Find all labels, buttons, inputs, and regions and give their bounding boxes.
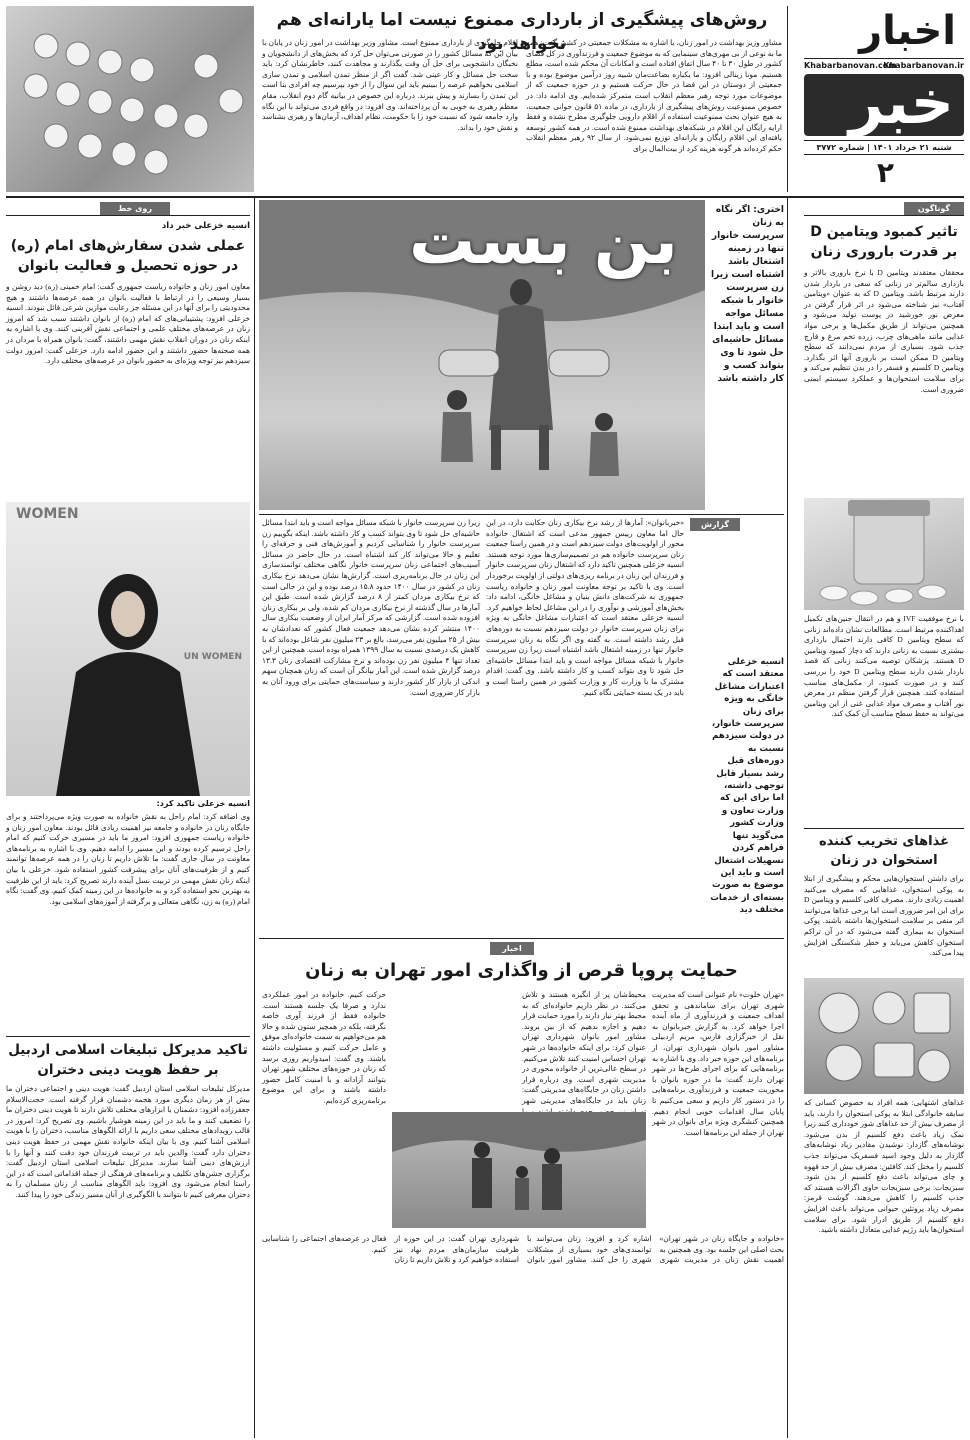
vitamin-capsules-photo — [804, 498, 964, 610]
issue-date: شنبه ۲۱ خرداد ۱۴۰۱ | شماره ۳۷۷۲ — [804, 140, 964, 155]
section-tag-misc: گوناگون — [904, 202, 964, 215]
capsules-graphic — [804, 498, 964, 610]
khazali-caption: انسیه خزعلی تاکید کرد: — [156, 799, 250, 808]
feature-quote: انسیه خزعلی معتقد است که اعتبارات مشاغل خانگی به ویژه برای زنان سرپرست خانوار، در دولت سیزدهم نسبت به دوره‌های قبل رشد بسیار قابل توجهی داشته، اما برای این که وزارت تعاون و وزارت کشور می‌گوید تنها فراهم کردن تسهیلات اشتغال است و باید این موضوع به صورت بسته‌ای از خدمات مختلف دید — [710, 657, 784, 916]
family-park-photo — [392, 1112, 646, 1228]
foods-photo — [804, 978, 964, 1094]
vitamin-d-body-cont: با نرخ موفقیت IVF و هم در انتقال جنین‌های تکمیل اهداکننده مرتبط است. مطالعات نشان داده‌اند زنانی که سطح ویتامین D کافی دارند احتمال بارداری بیشتری نسبت به زنانی دارند که دچار کمبود ویتامین D هستند. پزشکان توصیه می‌کنند زنانی که قصد باردار شدن دارند سطح ویتامین D خود را بررسی کنند و در صورت کمبود، از مکمل‌های مناسب استفاده کنند. همچنین قرار گرفتن منظم در معرض نور آفتاب و مصرف مواد غذایی غنی از این ویتامین می‌تواند به حفظ سطح مناسب آن کمک کند. — [804, 614, 964, 719]
family-graphic — [392, 1112, 646, 1228]
top-story-headline: روش‌های پیشگیری از بارداری ممنوع نیست اما یارانه‌ای هم نخواهد بود — [276, 10, 768, 54]
masthead-site-1[interactable]: Khabarbanovan.ir — [883, 61, 964, 70]
ardabil-headline: تاکید مدیرکل تبلیغات اسلامی اردبیل بر حفظ هویت دینی دختران — [8, 1042, 248, 1078]
food-items-graphic — [804, 978, 964, 1094]
feature-title: بن بست — [409, 202, 678, 279]
bone-foods-body-cont: غذاهای اشتهایی: همه افراد به خصوص کسانی که سابقه خانوادگی ابتلا به پوکی استخوان را دارند، باید از مصرف بیش از حد غذاهای شور خودداری کنند زیرا نمک زیاد باعث دفع کلسیم از بدن می‌شود. نوشابه‌های گازدار: نوشیدن مقادیر زیاد نوشابه‌های گازدار به دلیل وجود اسید فسفریک می‌تواند جذب کلسیم را مختل کند. کافئین: مصرف بیش از حد قهوه و چای می‌تواند باعث دفع کلسیم از بدن شود. سبزیجات: برخی سبزیجات حاوی اگزالات هستند که جذب کلسیم را کاهش می‌دهند. گوشت قرمز: مصرف زیاد پروتئین حیوانی می‌تواند باعث افزایش دفع کلسیم از طریق ادرار شود. برای سلامت استخوان‌ها باید رژیم غذایی متعادل داشته باشید. — [804, 1098, 964, 1235]
masthead-title: اخبار — [859, 8, 956, 54]
imam-body: معاون امور زنان و خانواده ریاست جمهوری گفت: امام خمینی (ره) دید روشن و بسیار وسیعی را در ارتباط با فعالیت بانوان در همه عرصه‌ها داشتند و هیچ محدودیتی را برای آنها در این مسئله جز رعایت موازین شرعی قائل نبودند. انسیه خزعلی افزود: پشتیبانی‌های که امام (ره) از بانوان داشتند سبب شد که امروز زنان در عرصه‌های مختلف علمی و اجتماعی نقش آفرینی کنند. وی با اشاره به اینکه زنان در دوران انقلاب نقش مهمی داشتند، گفت: بانوان همراه با مردان در همه صحنه‌ها حضور داشتند و این حضور ادامه دارد. خزعلی گفت: امروز دولت سیزدهم نیز توجه ویژه‌ای به حضور بانوان در عرصه‌های مختلف دارد. — [6, 282, 250, 366]
masthead — [804, 6, 964, 192]
support-headline: حمایت پروپا قرص از واگذاری امور تهران به زنان — [305, 960, 738, 981]
feature-col-1: «خبربانوان»: آمارها از رشد نرخ بیکاری زنان حکایت دارد، در این حال اما معاون رییس جمهور مدعی است که اشتغال خانواده محور از اولویت‌های دولت سیزدهم است و در همین راستا جمعیت زنان سرپرست خانواده هم در تصمیم‌سازی‌ها مورد توجه هستند. انسیه خزعلی همچنین تاکید دارد که اشتغال زنان سرپرست خانوار و فرزندان این زنان در برنامه ریزی‌های دولتی از اولویت برخوردار است. وی با تاکید بر توجه معاونت امور زنان و خانواده ریاست جمهوری به شرکت‌های دانش بنیان و مشاغل خانگی، ادامه داد: بخش‌های آموزشی و نوآوری را در این مشاغل لحاظ خواهیم کرد. انسیه خزعلی معتقد است که اعتبارات مشاغل خانگی به ویژه برای زنان سرپرست خانوار در دولت سیزدهم نسبت به دوره‌های قبل رشد داشته است. به گفته وی اگر نگاه به زنان سرپرست خانوار تنها در زمینه اشتغال باشد اشتباه است زیرا زن سرپرست خانوار با شبکه مسائل مواجه است و باید ابتدا مسائل حاشیه‌ای حل شود تا وی بتواند کسب و کار داشته باشد. وی گفت: اقدام مشترک ما با وزارت کار و وزارت کشور در همین راستا است و باید در یک بسته حمایتی نگاه کنیم. — [486, 518, 684, 697]
section-tag-news: اخبار — [490, 942, 534, 955]
masthead-site-2[interactable]: Khabarbanovan.com — [804, 61, 897, 70]
unwomen-banner-label: UN WOMEN — [183, 652, 242, 662]
support-col-1: «تهران خلوت» نام عنوانی است که مدیریت شهری تهران برای ساماندهی و تحقق اهداف جمعیت و فرزندآوری از ماه آینده اجرا خواهد کرد. به گزارش خبربانوان به نقل از خبرگزاری فارس، مریم اردبیلی مشاور امور بانوان شهرداری تهران، از برنامه‌های این حوزه خبر داد. وی با اشاره به برنامه‌هایی که برای اجرای طرح‌ها در شهر تهران دارند گفت: ما در حوزه بانوان با محوریت جمعیت و فرزندآوری برنامه‌هایی را در دستور کار داریم و سعی می‌کنیم تا پایان سال اقدامات خوبی انجام دهیم. همچنین کنشگری ویژه برای بانوان در شهر تهران از جمله این برنامه‌ها است. — [652, 990, 784, 1137]
feature-col-2: زیرا زن سرپرست خانوار با شبکه مسائل مواجه است و باید ابتدا مسائل حاشیه‌ای حل شود تا وی بتواند کسب و کار داشته باشد. اینکه بگوییم زن سرپرست خانوار را شناسایی کردیم و آموزش‌های فنی و حرفه‌ای را تعلیم و حالا می‌تواند کار کند اشتباه است. در حال حاضر در مسائل آسیب‌های اجتماعی زنان سرپرست خانوار نگاهی مختلف توانمندسازی این زنان در حال برنامه‌ریزی است. گزارش‌ها نشان می‌دهد نرخ بیکاری زنان در کشور در سال ۱۴۰۰ حدود ۱۵.۸ درصد بوده و این در حالی است که نرخ بیکاری مردان کمتر از ۸ درصد گزارش شده است. طبق این آمارها در سال گذشته از نرخ بیکاری مردان کم شده، ولی بر بیکاری زنان افزوده شده است. گزارشی که مرکز آمار ایران از وضعیت بیکاری سال ۱۴۰۰ منتشر کرده نشان می‌دهد جمعیت فعال کشور که تعدادشان به بیش از ۲۵ میلیون نفر می‌رسد، بالغ بر ۲۳ میلیون نفر شاغل بوده‌اند که با کاهش یک درصدی نسبت به سال ۱۳۹۹ همراه بوده است. همچنین از این تعداد تنها ۴ میلیون نفر زن بوده‌اند و نرخ مشارکت اقتصادی زنان ۱۳.۳ درصد گزارش شده است. این آمار بیانگر آن است که زنان همچنان سهم اندکی از بازار کار کشور دارند و سیاست‌های حمایتی برای ورود آنان به بازار کار ضروری است. — [262, 518, 480, 697]
imam-headline: عملی شدن سفارش‌های امام (ره) در حوزه تحصیل و فعالیت بانوان — [10, 238, 246, 274]
ardabil-body: مدیرکل تبلیغات اسلامی استان اردبیل گفت: هویت دینی و اجتماعی دختران ما بیش از هر زمان دیگری مورد هجمه دشمنان قرار گرفته است. حجت‌الاسلام جعفرزاده افزود: دشمنان با ابزارهای مختلف تلاش دارند تا هویت دینی دختران ما را تضعیف کنند و ما باید در این زمینه هوشیار باشیم. وی تصریح کرد: امروز در قالب رویدادهای مختلف سعی داریم با ارائه الگوهای مناسب، دختران را با هویت اسلامی آشنا کنیم. وی با بیان اینکه خانواده نقش مهمی در حفظ هویت دینی دختران دارد گفت: والدین باید در تربیت فرزندان خود دقت کنند و آنها را با ارزش‌های دینی آشنا سازند. مدیرکل تبلیغات اسلامی استان اردبیل گفت: برگزاری جشن‌های تکلیف و برنامه‌های فرهنگی از جمله اقداماتی است که در این راستا انجام می‌شود. وی افزود: باید الگوهای مناسب از زنان مسلمان را به دختران معرفی کنیم تا بتوانند با الگوگیری از آنان مسیر زندگی خود را پیدا کنند. — [6, 1084, 250, 1199]
top-story-col-2: اقلام جلوگیری از بارداری ممنوع است. مشاور وزیر بهداشت در امور زنان در پایان با بیان این که مسائل کشور را در صورتی می‌توان حل کرد که بخش‌های از دانشجویان و نخبگان دانشجویی برای حل آن وقت بگذارند و مجاهدت کنند، خاطرنشان کرد: باید سخت حل مسائل و کار عینی شد. گفت اگر از منظر تمدن اسلامی و تمدن سازی اسلامی بخواهیم عرصه را ببینیم باید این سوال را از خود بپرسیم چه افرادی بنا است این تمدن را بسازند و پیش ببرند. درباره این خصوص در بیانیه گام دوم انقلاب، مقام معظم رهبری به خوبی به آن پرداخته‌اند. وی افزود: در واقع فردی می‌تواند با این نگاه وارد جامعه شود که نسبت خود را با حکومت، نظام اهداف، آرمان‌ها و رهبری بشناسد و نقش خود را بداند. — [262, 38, 518, 132]
imam-body-cont: وی اضافه کرد: امام راحل به نقش خانواده به صورت ویژه می‌پرداختند و برای جایگاه زنان در خانواده و جامعه نیز اهمیت زیادی قائل بودند. معاون امور زنان و خانواده ریاست جمهوری افزود: امروز ما باید در مسیری حرکت کنیم که امام راحل ترسیم کرده بودند و این مسیر را ادامه دهیم. وی با اشاره به برنامه‌های معاونت در سال جاری گفت: ما تلاش داریم تا زنان را در همه عرصه‌ها توانمند کنیم و از ظرفیت‌های آنان برای پیشرفت کشور استفاده شود. خزعلی با بیان اینکه زنان نقش مهمی در تربیت نسل آینده دارند تصریح کرد: باید از این ظرفیت به بهترین نحو استفاده کرد و به خانواده‌ها در این زمینه کمک کنیم. وی گفت: نگاه امام (ره) به زن، نگاهی متعالی و برگرفته از آموزه‌های اسلامی بود. — [6, 812, 250, 906]
pills-photo — [6, 6, 254, 192]
logo — [804, 68, 964, 138]
bone-foods-body: برای داشتن استخوان‌هایی محکم و پیشگیری از ابتلا به پوکی استخوان، غذاهایی که مصرف می‌کنید اهمیت زیادی دارند. مصرف کافی کلسیم و ویتامین D برای این امر ضروری است اما برخی غذاها می‌توانند اثر منفی بر سلامت استخوان‌ها داشته باشند. پوکی استخوان به بیماری گفته می‌شود که در آن تراکم استخوان کاهش می‌یابد و خطر شکستگی افزایش پیدا می‌کند. — [804, 874, 964, 958]
vitamin-d-headline: تاثیر کمبود ویتامین D بر قدرت باروری زنان — [810, 224, 958, 260]
page-number: ۲ — [876, 156, 894, 189]
section-tag-report: گزارش — [690, 518, 740, 531]
section-tag-online: روی خط — [100, 202, 170, 215]
woman-figure — [6, 502, 250, 796]
pill-pattern — [6, 6, 254, 192]
support-col-3: حرکت کنیم. خانواده در امور عملکردی ندارد و صرفا یک جلسه هستند است. خانواده فقط از فرزند آوری خاصه نگرفته، بلکه در همچیز ستون شده و حالا هم می‌خواهیم به سمت خانواده‌ای موفق و عامل حرکت کنیم و مسئولیت داشته باشند. وی گفت: امیدواریم روزی برسد که زنان در حوزه‌های مختلف شهر تهران بتوانند آزادانه و با امنیت کامل حضور داشته باشند و برای این موضوع برنامه‌ریزی کرده‌ایم. — [262, 990, 386, 1105]
logo-text: خبر — [848, 68, 954, 138]
bone-foods-headline: غذاهای تخریب کننده استخوان در زنان — [818, 834, 950, 868]
left-kicker: انسیه خزعلی خبر داد — [161, 221, 250, 231]
feature-lede: اختری: اگر نگاه به زنان سرپرست خانوار تنها در زمینه اشتغال باشد اشتباه است زیرا زن سرپرست خانوار با شبکه مسائل مواجه است و باید ابتدا مسائل حاشیه‌ای حل شود تا وی بتواند کسب و کار داشته باشد — [711, 205, 784, 384]
children-feature-photo — [259, 200, 705, 510]
vitamin-d-body: محققان معتقدند ویتامین D با نرخ باروری بالاتر و بارداری سالم‌تر در زنانی که سعی در باردار شدن دارند مرتبط باشد. ویتامین D که به عنوان «ویتامین آفتاب» نیز شناخته می‌شود در اثر قرار گرفتن در معرض نور خورشید در پوست تولید می‌شود و همچنین می‌تواند از طریق مکمل‌ها و برخی مواد غذایی مانند ماهی‌های چرب، زرده تخم مرغ و قارچ جذب شود. بسیاری از مردم نمی‌دانند که سطح ویتامین D ممکن است بر باروری آنها اثر بگذارد. ویتامین D کلسیم و فسفر را در بدن تنظیم می‌کند و برای سلامت استخوان‌ها و عملکرد سیستم ایمنی ضروری است. — [804, 268, 965, 394]
women-banner-label: WOMEN — [16, 506, 79, 522]
khazali-photo — [6, 502, 250, 796]
support-col-4: «خانواده و جایگاه زنان در شهر تهران» بحث اصلی این جلسه بود. وی همچنین به اهمیت نقش زنان در مدیریت شهری اشاره کرد و افزود: زنان می‌توانند با توانمندی‌های خود بسیاری از مشکلات شهری را حل کنند. مشاور امور بانوان شهرداری تهران گفت: در این حوزه از ظرفیت سازمان‌های مردم نهاد نیز استفاده خواهیم کرد و تلاش داریم تا زنان فعال در عرصه‌های اجتماعی را شناسایی کنیم. — [262, 1234, 784, 1265]
top-story-col-1: مشاور وزیر بهداشت در امور زنان، با اشاره به مشکلات جمعیتی در کشور گفت: همه ما به نوعی از بی مهری‌های سینمایی که به موضوع جمعیت و فرزندآوری در کل فضای کشور در طول ۳۰ تا ۴۰ سال اتفاق افتاده است و امکانات آن محکم شده است، مطلع هستیم. مونا زینالی افزود: ما یکباره بضاعت‌مان شبیه روز درآمین موضوع بوده و با جمعیتی از دوستان در این فضا در حال حرکت هستیم و در حوزه جمعیت که از موضوعات مورد توجه رهبر معظم انقلاب است متمرکز شده‌ایم. وی ادامه داد: در خصوص ممنوعیت روش‌های پیشگیری از بارداری، در ماده ۵۱ قانون جوانی جمعیت، به هیچ عنوان بحث ممنوعیت استفاده از اقلام دارویی جلوگیری مطرح نشده و فقط ارایه رایگان این اقلام در شبکه‌های بهداشت ممنوع شده است. در همه کشور توسعه یافته‌ای این اقلام رایگان و یارانه‌ای توزیع نمی‌شود. از سال ۹۲ رهبر معظم انقلاب حکم کرده‌اند هر گونه هزینه کرد از بیت‌المال برای — [526, 38, 783, 153]
support-col-2: محیط‌شان پر از انگیزه هستند و تلاش می‌کنند. در نظر داریم خانواده‌ای که به محیط بهتر نیاز دارند را مورد حمایت قرار دهیم و اجازه ندهیم که از بین بروند. مشاور امور بانوان شهرداری تهران عنوان کرد: برای اینکه خانواده‌ها در شهر تهران احساس امنیت کنند تلاش می‌کنیم. در سطح عالی‌ترین از خانواده محوری در مدیریت شهری است. وی درباره قرار داشتن زنان در جایگاه‌های مدیریتی گفت: زنان باید در جایگاه‌های مدیریتی شهر — [522, 990, 646, 1105]
